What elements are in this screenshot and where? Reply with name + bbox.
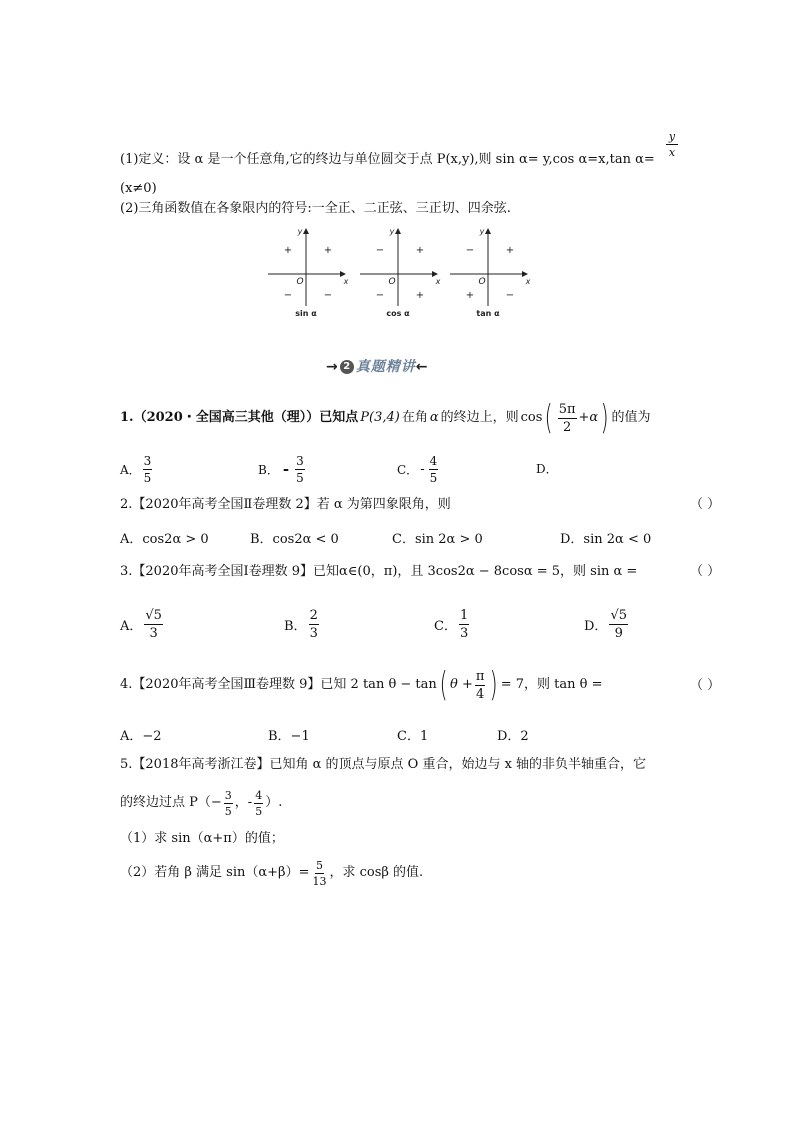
q3-b-num: 2 — [309, 607, 318, 623]
q5-f2-den: 5 — [255, 804, 263, 818]
quadrant-4-sign: − — [505, 290, 515, 301]
q4-frac-num: π — [475, 668, 485, 684]
question-3: 3.【2020年高考全国Ⅰ卷理数 9】已知α∈(0，π)，且 3cos2α − 8cosα = 5，则 sin α = — [120, 564, 638, 579]
q2-choice-c: C．sin 2α > 0 — [392, 532, 483, 547]
q1-c-frac — [429, 455, 439, 484]
q1-choice-c — [397, 450, 440, 488]
q3-a-den: 3 — [149, 625, 158, 641]
section-heading — [326, 356, 427, 376]
q4-choice-a: A．−2 — [120, 729, 162, 744]
q5-line2-prefix: 的终边过点 P（− — [120, 795, 222, 810]
q3-b-frac — [309, 609, 319, 640]
q1-choice-a — [120, 450, 154, 488]
q1-prefix: 1.（2020・全国高三其他（理））已知点 — [120, 410, 359, 425]
q1-b-frac — [295, 455, 305, 484]
question-5-line-1: 5.【2018年高考浙江卷】已知角 α 的顶点与原点 O 重合，始边与 x 轴的非负半轴重合，它 — [120, 757, 647, 772]
q3-choice-c — [434, 602, 471, 646]
q2-choice-b: B．cos2α < 0 — [250, 532, 339, 547]
q4-left-paren: ( — [439, 665, 448, 705]
q3-choice-a — [120, 602, 165, 646]
q1-suffix: 的值为 — [611, 410, 651, 425]
q3-d-num: √5 — [610, 607, 627, 623]
x-axis-label: x — [343, 277, 349, 286]
q1-choice-b — [258, 450, 307, 488]
quadrant-3-sign: + — [465, 290, 475, 301]
question-2: 2.【2020年高考全国Ⅱ卷理数 2】若 α 为第四象限角，则 — [120, 497, 451, 512]
q1-a-num: 3 — [143, 453, 152, 468]
sign-diagram-1 — [268, 227, 349, 318]
quadrant-3-sign: − — [283, 290, 293, 301]
q3-c-den: 3 — [459, 625, 469, 641]
q1-c-label: C． — [397, 462, 419, 477]
quadrant-diagrams — [262, 222, 532, 322]
q1-b-den: 5 — [296, 470, 304, 485]
y-arrow-icon — [303, 228, 309, 234]
q5-part-1: （1）求 sin（α+π）的值； — [120, 831, 284, 846]
q2-answer-bracket: （ ） — [690, 497, 721, 512]
diagram-label: cos α — [386, 309, 410, 318]
quadrant-2-sign: − — [375, 245, 385, 256]
quadrant-2-sign: + — [283, 245, 293, 256]
q2-choice-a: A．cos2α > 0 — [120, 532, 209, 547]
section-title: 真题精讲 — [355, 359, 416, 375]
q5-frac-2 — [254, 790, 263, 817]
q5-line2-suffix: ）. — [265, 795, 283, 810]
definition-line — [120, 151, 655, 169]
q5-f1-num: 3 — [224, 788, 232, 802]
definition-condition: (x≠0) — [120, 181, 157, 196]
quadrant-3-sign: − — [375, 290, 385, 301]
q5-part2-prefix: （2）若角 β 满足 sin（α+β）= — [120, 865, 310, 880]
y-axis-label: y — [297, 227, 303, 236]
q5-part-2 — [120, 856, 423, 890]
tan-denominator: x — [668, 146, 676, 159]
q1-d-label: D． — [536, 462, 558, 476]
sign-diagram-3 — [450, 227, 531, 318]
q1-c-den: 5 — [429, 470, 438, 485]
q4-answer-bracket: （ ） — [690, 678, 721, 693]
q5-f3-den: 13 — [312, 874, 327, 888]
question-4 — [120, 665, 602, 705]
q5-part2-suffix: ，求 cosβ 的值. — [329, 865, 424, 880]
quadrant-4-sign: + — [415, 290, 425, 301]
q1-cos: cos — [520, 410, 543, 425]
q3-b-den: 3 — [309, 625, 318, 641]
q1-c-sign: - — [420, 461, 425, 477]
q3-d-label: D． — [584, 618, 608, 634]
q1-mid: 在角 — [401, 410, 428, 425]
x-axis-label: x — [435, 277, 441, 286]
q5-frac-1 — [224, 790, 233, 817]
q3-a-num: √5 — [145, 607, 162, 623]
q4-prefix: 4.【2020年高考全国Ⅲ卷理数 9】已知 2 tan θ − tan — [120, 677, 437, 692]
q4-choice-d: D．2 — [497, 729, 529, 744]
origin-label: O — [388, 277, 396, 287]
q1-b-sign: - — [282, 460, 290, 478]
q4-choice-c: C．1 — [397, 729, 429, 744]
q1-b-num: 3 — [296, 453, 304, 468]
q5-mid: ，- — [234, 795, 253, 810]
q3-b-label: B． — [284, 618, 307, 634]
right-arrow: ← — [415, 359, 428, 375]
origin-label: O — [478, 277, 486, 287]
q1-fraction — [558, 403, 577, 434]
q5-f2-num: 4 — [255, 788, 263, 802]
sign-diagram-2 — [360, 227, 441, 318]
quadrant-1-sign: + — [415, 245, 425, 256]
quadrant-4-sign: − — [323, 290, 333, 301]
q5-f1-den: 5 — [224, 804, 232, 818]
y-axis-label: y — [479, 227, 485, 236]
q1-a-den: 5 — [143, 470, 152, 485]
q1-left-paren: ( — [545, 398, 554, 438]
q3-c-frac — [459, 609, 469, 640]
q1-right-paren: ) — [600, 398, 609, 438]
q2-choice-d: D．sin 2α < 0 — [560, 532, 652, 547]
number-circle-icon: 2 — [340, 360, 354, 374]
q3-c-num: 1 — [459, 607, 469, 623]
quadrant-1-sign: + — [505, 245, 515, 256]
diagram-label: tan α — [476, 309, 500, 318]
question-5-line-2 — [120, 786, 282, 820]
q1-alpha: α — [429, 410, 439, 425]
signs-line: (2)三角函数值在各象限内的符号:一全正、二正弦、三正切、四余弦. — [120, 201, 511, 216]
q1-plus-alpha: +α — [578, 410, 599, 425]
x-axis-label: x — [525, 277, 531, 286]
q1-point: P(3,4) — [360, 410, 400, 425]
diagram-label: sin α — [295, 309, 317, 318]
y-arrow-icon — [485, 228, 491, 234]
q3-a-label: A． — [120, 618, 143, 634]
q4-choice-b: B．−1 — [268, 729, 310, 744]
q4-frac-den: 4 — [476, 686, 485, 702]
q1-a-frac — [143, 455, 153, 484]
q4-fraction — [475, 670, 486, 701]
q3-answer-bracket: （ ） — [690, 564, 721, 579]
q1-choice-d — [536, 460, 558, 477]
q1-a-label: A． — [120, 462, 141, 477]
q1-frac-num: 5π — [558, 401, 576, 417]
q1-b-label: B． — [258, 462, 279, 477]
left-arrow: → — [326, 359, 338, 375]
y-arrow-icon — [395, 228, 401, 234]
q3-choice-d — [584, 602, 630, 646]
q4-theta-plus: θ + — [450, 677, 473, 692]
q3-d-frac — [609, 609, 628, 640]
q3-c-label: C． — [434, 618, 457, 634]
q4-right-paren: ) — [490, 665, 499, 705]
definition-text: (1)定义：设 α 是一个任意角,它的终边与单位圆交于点 P(x,y),则 sin α= y,cos α=x,tan α= — [120, 152, 655, 167]
origin-label: O — [296, 277, 304, 287]
q1-c-num: 4 — [429, 453, 438, 468]
quadrant-1-sign: + — [323, 245, 333, 256]
q3-d-den: 9 — [614, 625, 623, 641]
q5-f3-num: 5 — [315, 858, 323, 872]
quadrant-2-sign: − — [465, 245, 475, 256]
tan-fraction — [666, 131, 678, 159]
q5-frac-3 — [311, 860, 327, 887]
question-1 — [120, 398, 650, 438]
q1-frac-den: 2 — [562, 419, 572, 435]
q3-choice-b — [284, 602, 321, 646]
q4-suffix: = 7，则 tan θ = — [500, 677, 603, 692]
q3-a-frac — [144, 609, 163, 640]
y-axis-label: y — [389, 227, 395, 236]
tan-numerator: y — [666, 131, 678, 145]
q1-after: 的终边上，则 — [440, 410, 519, 425]
